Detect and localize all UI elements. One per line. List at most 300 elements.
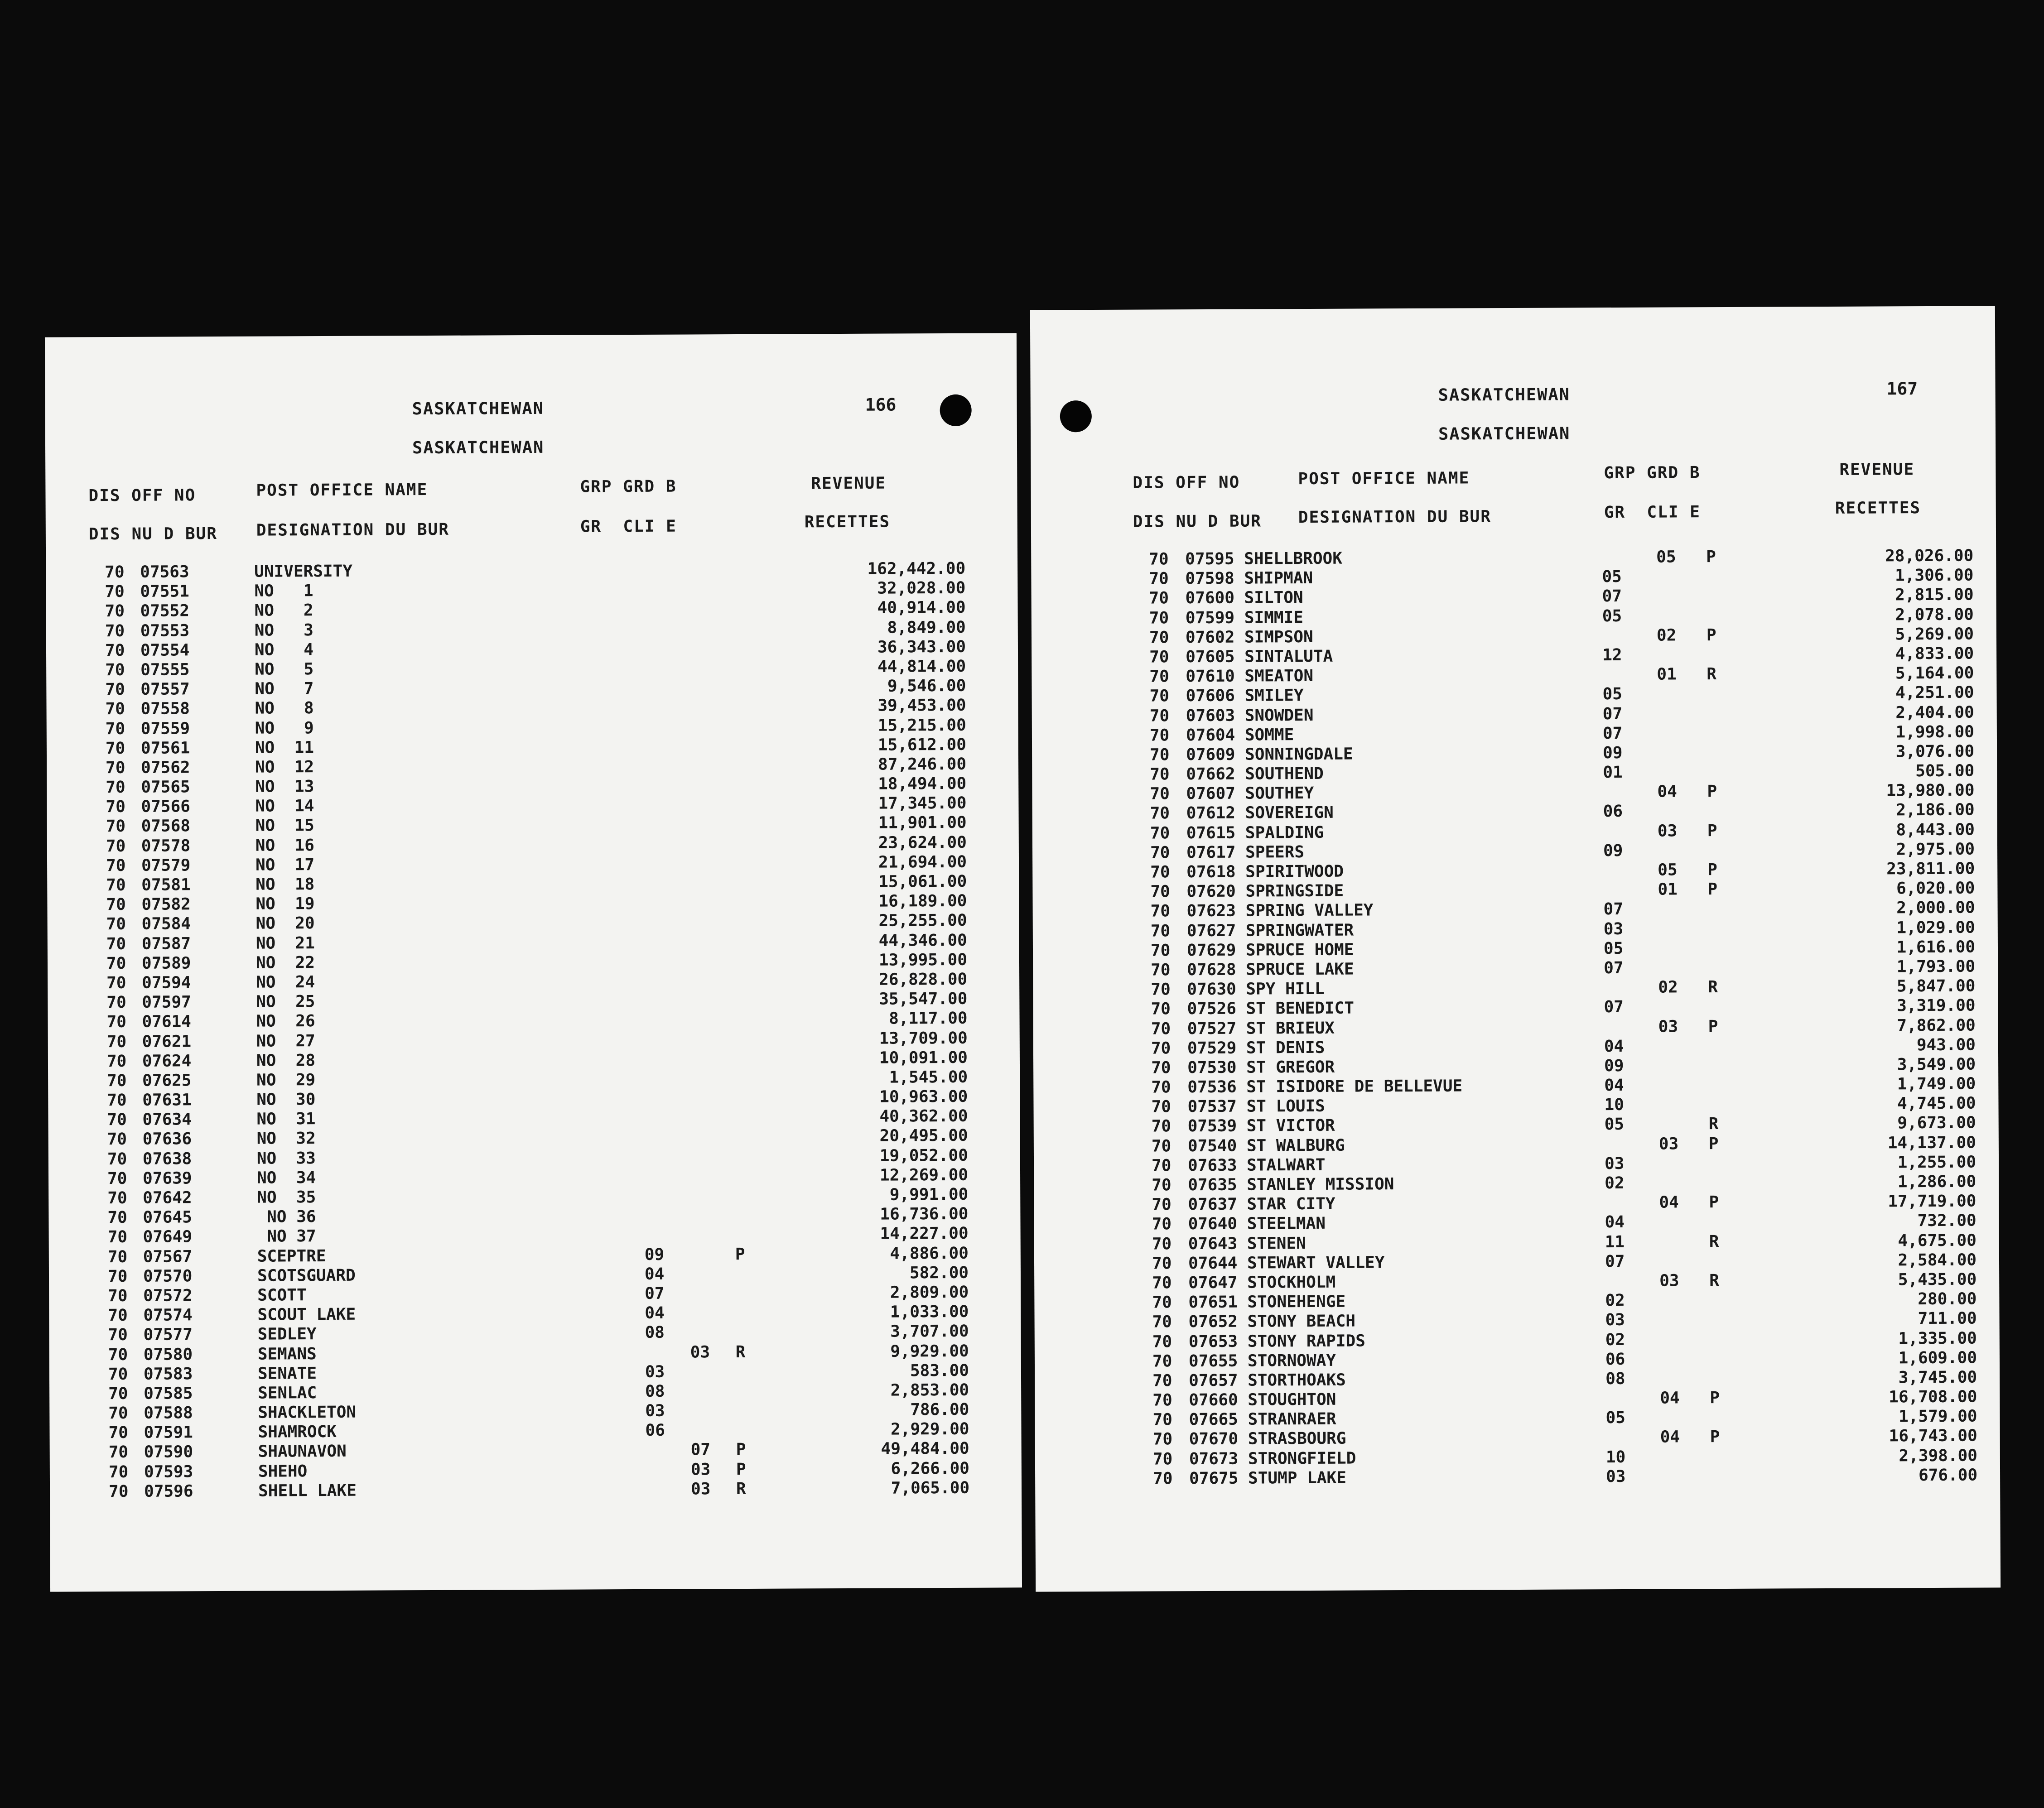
revenue-value: 1,306.00 (1895, 566, 1974, 585)
revenue-value: 18,494.00 (878, 774, 967, 793)
page-number: 166 (865, 394, 897, 415)
revenue-value: 1,793.00 (1896, 957, 1976, 976)
office-number: 07645 (143, 1208, 192, 1227)
post-office-name: STOCKHOLM (1247, 1273, 1336, 1292)
group-code: 09 (644, 1245, 665, 1264)
post-office-name: STAR CITY (1247, 1194, 1335, 1214)
revenue-value: 2,404.00 (1895, 703, 1974, 722)
revenue-value: 8,117.00 (889, 1009, 968, 1028)
district-code: 70 (1150, 921, 1171, 941)
revenue-value: 23,811.00 (1886, 859, 1975, 879)
office-number: 07642 (143, 1188, 192, 1207)
district-code: 70 (1150, 765, 1170, 784)
b-code: P (1707, 861, 1718, 880)
revenue-value: 162,442.00 (867, 559, 966, 578)
post-office-name: NO 34 (256, 1168, 316, 1188)
post-office-name: STORTHOAKS (1248, 1370, 1346, 1390)
revenue-value: 14,137.00 (1887, 1133, 1976, 1153)
revenue-value: 2,853.00 (890, 1380, 969, 1400)
header-gr-cli: GR CLI E (1604, 503, 1701, 522)
district-code: 70 (106, 837, 126, 856)
grade-code: 01 (1657, 665, 1677, 684)
office-number: 07582 (141, 895, 191, 914)
district-code: 70 (1149, 550, 1169, 569)
revenue-value: 44,346.00 (878, 931, 967, 950)
post-office-name: ST GREGOR (1246, 1058, 1335, 1077)
district-code: 70 (107, 1149, 127, 1168)
post-office-name: NO 31 (256, 1110, 316, 1129)
district-code: 70 (105, 719, 125, 738)
post-office-name: SCOTT (257, 1286, 307, 1305)
office-number: 07526 (1187, 1000, 1237, 1019)
post-office-name: SENLAC (258, 1383, 317, 1403)
post-office-name: NO 19 (256, 894, 315, 914)
b-code: P (1707, 821, 1717, 840)
grade-code: 05 (1656, 548, 1676, 567)
district-code: 70 (105, 621, 125, 640)
header-dis-nu: DIS NU D BUR (88, 524, 218, 544)
b-code: P (1707, 782, 1717, 801)
district-code: 70 (105, 660, 125, 680)
group-code: 09 (1604, 1056, 1624, 1076)
revenue-value: 15,061.00 (878, 872, 967, 891)
district-code: 70 (105, 680, 125, 699)
revenue-value: 16,736.00 (880, 1205, 969, 1224)
post-office-name: SEMANS (257, 1344, 317, 1364)
office-number: 07615 (1186, 823, 1236, 842)
table-row (109, 1478, 969, 1501)
revenue-value: 1,033.00 (890, 1302, 969, 1322)
district-code: 70 (1150, 902, 1171, 921)
b-code: P (1709, 1193, 1719, 1212)
district-code: 70 (106, 973, 126, 993)
post-office-name: NO 20 (256, 914, 315, 933)
office-number: 07644 (1188, 1254, 1238, 1273)
post-office-name: SCOUT LAKE (257, 1305, 356, 1324)
district-code: 70 (107, 1071, 127, 1090)
revenue-value: 5,435.00 (1898, 1270, 1977, 1289)
post-office-name: NO 13 (255, 777, 314, 796)
district-code: 70 (1151, 1078, 1171, 1097)
post-office-name: NO 27 (256, 1031, 315, 1051)
office-number: 07607 (1186, 784, 1235, 803)
revenue-value: 1,029.00 (1896, 918, 1975, 937)
revenue-value: 5,269.00 (1895, 625, 1974, 644)
office-number: 07540 (1187, 1136, 1237, 1155)
district-code: 70 (106, 1013, 127, 1032)
revenue-value: 44,814.00 (877, 657, 966, 676)
office-number: 07649 (143, 1227, 193, 1247)
district-code: 70 (105, 700, 125, 719)
post-office-name: STEELMAN (1247, 1214, 1326, 1233)
post-office-name: NO 37 (257, 1227, 316, 1246)
group-code: 08 (645, 1382, 665, 1401)
b-code: P (1707, 880, 1718, 899)
post-office-name: ST BRIEUX (1246, 1019, 1335, 1038)
group-code: 03 (645, 1362, 665, 1381)
b-code: R (1709, 1271, 1719, 1290)
district-code: 70 (1151, 961, 1171, 980)
revenue-value: 505.00 (1915, 761, 1975, 781)
district-code: 70 (1150, 784, 1170, 803)
district-code: 70 (106, 993, 126, 1012)
group-code: 09 (1603, 841, 1623, 860)
district-code: 70 (107, 1188, 127, 1208)
revenue-value: 49,484.00 (881, 1439, 969, 1459)
office-number: 07591 (144, 1423, 193, 1443)
page-number: 167 (1886, 379, 1918, 399)
district-code: 70 (106, 875, 126, 895)
district-code: 70 (106, 934, 126, 953)
district-code: 70 (1152, 1176, 1171, 1195)
district-code: 70 (107, 1169, 127, 1188)
post-office-name: SONNINGDALE (1245, 745, 1353, 764)
group-code: 07 (645, 1284, 665, 1303)
revenue-value: 13,709.00 (879, 1029, 968, 1048)
post-office-name: STORNOWAY (1247, 1351, 1336, 1370)
post-office-name: SHEHO (258, 1462, 308, 1481)
district-code: 70 (1152, 1371, 1172, 1390)
district-code: 70 (107, 1111, 127, 1130)
office-number: 07660 (1189, 1390, 1238, 1410)
group-code: 01 (1603, 763, 1623, 782)
district-code: 70 (106, 1052, 127, 1071)
post-office-name: UNIVERSITY (254, 562, 353, 581)
office-number: 07604 (1186, 726, 1235, 745)
district-code: 70 (1149, 667, 1169, 686)
revenue-value: 1,286.00 (1897, 1172, 1977, 1192)
revenue-value: 32,028.00 (877, 579, 966, 598)
revenue-value: 3,707.00 (890, 1322, 969, 1341)
grade-code: 03 (1658, 1017, 1678, 1036)
header-name: POST OFFICE NAME (256, 481, 428, 500)
office-number: 07565 (141, 778, 190, 797)
post-office-name: SPALDING (1245, 823, 1324, 842)
group-code: 06 (1605, 1350, 1625, 1369)
office-number: 07580 (143, 1345, 193, 1364)
office-number: 07579 (141, 856, 191, 875)
grade-code: 03 (690, 1342, 710, 1361)
revenue-value: 582.00 (909, 1263, 969, 1283)
group-code: 08 (1605, 1369, 1625, 1389)
office-number: 07553 (140, 621, 190, 640)
post-office-name: ST BENEDICT (1246, 999, 1355, 1018)
post-office-name: STENEN (1247, 1234, 1306, 1253)
office-number: 07555 (140, 660, 190, 679)
district-code: 70 (1151, 1136, 1171, 1156)
office-number: 07625 (142, 1071, 192, 1090)
revenue-value: 9,546.00 (887, 676, 966, 696)
revenue-value: 4,745.00 (1897, 1094, 1976, 1113)
post-office-name: NO 25 (256, 992, 315, 1011)
office-number: 07612 (1186, 804, 1236, 823)
revenue-value: 8,443.00 (1896, 820, 1975, 839)
district-code: 70 (1153, 1469, 1173, 1488)
office-number: 07640 (1188, 1215, 1238, 1234)
office-number: 07624 (142, 1051, 192, 1071)
grade-code: 05 (1658, 861, 1678, 880)
revenue-value: 2,584.00 (1898, 1250, 1977, 1270)
district-code: 70 (1152, 1254, 1172, 1273)
office-number: 07557 (140, 680, 190, 699)
office-number: 07568 (141, 817, 191, 836)
group-code: 05 (1602, 685, 1622, 704)
office-number: 07583 (143, 1364, 193, 1384)
district-code: 70 (1150, 823, 1170, 843)
province-subtitle: SASKATCHEWAN (412, 437, 545, 458)
revenue-value: 13,995.00 (878, 950, 968, 970)
post-office-name: NO 4 (254, 640, 314, 659)
district-code: 70 (1149, 608, 1169, 628)
office-number: 07561 (140, 738, 190, 758)
district-code: 70 (1152, 1391, 1172, 1410)
group-code: 05 (1604, 1115, 1625, 1134)
b-code: P (1706, 548, 1716, 567)
header-revenue: REVENUE (1839, 460, 1915, 479)
post-office-name: NO 8 (255, 699, 314, 718)
group-code: 02 (1605, 1330, 1625, 1349)
post-office-name: STRONGFIELD (1248, 1449, 1356, 1468)
office-number: 07627 (1186, 921, 1236, 940)
office-number: 07529 (1187, 1039, 1237, 1058)
b-code: R (1707, 665, 1717, 684)
revenue-value: 2,809.00 (890, 1283, 969, 1302)
revenue-value: 1,998.00 (1895, 722, 1975, 742)
office-number: 07662 (1186, 765, 1235, 784)
district-code: 70 (108, 1482, 129, 1501)
district-code: 70 (106, 895, 126, 914)
post-office-table (1149, 546, 1977, 1489)
district-code: 70 (1152, 1352, 1172, 1371)
revenue-value: 16,743.00 (1889, 1426, 1977, 1446)
office-number: 07596 (144, 1482, 193, 1501)
group-code: 07 (1604, 998, 1624, 1017)
office-number: 07634 (142, 1110, 192, 1130)
revenue-value: 2,929.00 (891, 1420, 969, 1439)
revenue-value: 5,847.00 (1896, 976, 1976, 996)
district-code: 70 (1150, 941, 1171, 960)
revenue-value: 6,266.00 (891, 1459, 969, 1478)
revenue-value: 732.00 (1917, 1211, 1977, 1231)
post-office-name: NO 12 (255, 757, 314, 777)
office-number: 07637 (1188, 1195, 1237, 1214)
post-office-name: STALWART (1246, 1155, 1326, 1175)
district-code: 70 (1151, 1097, 1171, 1116)
grade-code: 04 (1660, 1428, 1680, 1447)
office-number: 07647 (1188, 1273, 1238, 1293)
revenue-value: 6,020.00 (1896, 879, 1975, 898)
revenue-value: 21,694.00 (878, 852, 967, 872)
revenue-value: 12,269.00 (879, 1165, 969, 1185)
office-number: 07623 (1186, 902, 1236, 921)
post-office-name: NO 26 (256, 1012, 315, 1031)
header-revenue: REVENUE (811, 474, 887, 493)
post-office-name: STRASBOURG (1248, 1429, 1346, 1449)
group-code: 05 (1602, 567, 1622, 587)
revenue-value: 11,901.00 (878, 813, 967, 833)
district-code: 70 (107, 1091, 127, 1110)
post-office-name: NO 9 (255, 718, 314, 738)
district-code: 70 (108, 1423, 128, 1443)
office-number: 07636 (142, 1130, 192, 1149)
district-code: 70 (108, 1462, 129, 1481)
district-code: 70 (1150, 882, 1170, 901)
left-page (45, 333, 1022, 1592)
post-office-name: NO 5 (255, 660, 314, 679)
revenue-value: 4,251.00 (1895, 683, 1974, 702)
office-number: 07614 (142, 1012, 192, 1032)
office-number: 07594 (142, 973, 191, 992)
office-number: 07527 (1187, 1019, 1237, 1038)
office-number: 07595 (1185, 549, 1234, 569)
office-number: 07653 (1188, 1332, 1238, 1351)
post-office-name: SINTALUTA (1244, 647, 1333, 666)
district-code: 70 (107, 1267, 128, 1286)
revenue-value: 36,343.00 (877, 637, 966, 657)
office-number: 07652 (1188, 1312, 1238, 1332)
district-code: 70 (107, 1208, 127, 1227)
header-name: POST OFFICE NAME (1298, 469, 1470, 489)
office-number: 07593 (144, 1462, 193, 1481)
post-office-name: STONY RAPIDS (1247, 1331, 1365, 1351)
district-code: 70 (1149, 569, 1169, 588)
district-code: 70 (108, 1365, 128, 1384)
district-code: 70 (1149, 589, 1169, 608)
province-title: SASKATCHEWAN (1438, 385, 1571, 405)
revenue-value: 15,612.00 (877, 735, 966, 755)
office-number: 07603 (1186, 706, 1235, 725)
post-office-name: ST WALBURG (1246, 1136, 1345, 1155)
punch-hole (1060, 400, 1092, 432)
b-code: P (736, 1440, 746, 1459)
group-code: 05 (1602, 606, 1622, 625)
revenue-value: 35,547.00 (879, 989, 968, 1009)
office-number: 07597 (142, 993, 191, 1012)
post-office-name: NO 3 (254, 620, 313, 640)
revenue-value: 3,319.00 (1897, 996, 1976, 1015)
post-office-name: NO 11 (255, 738, 314, 757)
post-office-name: SEDLEY (257, 1325, 317, 1344)
b-code: P (1710, 1428, 1720, 1447)
post-office-name: NO 18 (256, 875, 315, 894)
revenue-value: 3,076.00 (1895, 742, 1975, 761)
post-office-name: STONEHENGE (1247, 1292, 1346, 1312)
header-grp-grd: GRP GRD B (580, 477, 677, 496)
b-code: R (1708, 978, 1718, 997)
post-office-name: NO 24 (256, 973, 315, 992)
revenue-value: 2,975.00 (1896, 840, 1975, 859)
revenue-value: 711.00 (1918, 1309, 1977, 1328)
group-code: 10 (1604, 1096, 1624, 1115)
b-code: P (1708, 1017, 1718, 1036)
district-code: 70 (1149, 726, 1170, 745)
revenue-value: 943.00 (1916, 1035, 1976, 1054)
district-code: 70 (1150, 863, 1170, 882)
group-code: 03 (1605, 1467, 1626, 1486)
revenue-value: 2,815.00 (1895, 585, 1974, 605)
post-office-table (105, 559, 969, 1501)
revenue-value: 1,609.00 (1898, 1348, 1977, 1368)
post-office-name: ST DENIS (1246, 1038, 1325, 1058)
grade-code: 04 (1660, 1389, 1680, 1408)
district-code: 70 (105, 582, 125, 601)
grade-code: 03 (1659, 1271, 1679, 1290)
revenue-value: 16,708.00 (1889, 1387, 1977, 1407)
office-number: 07606 (1186, 687, 1235, 706)
district-code: 70 (106, 856, 126, 875)
office-number: 07618 (1186, 862, 1236, 882)
group-code: 07 (1605, 1252, 1625, 1271)
revenue-value: 2,398.00 (1899, 1446, 1977, 1465)
header-recettes: RECETTES (804, 512, 891, 532)
group-code: 04 (1604, 1076, 1624, 1095)
group-code: 02 (1605, 1291, 1625, 1310)
office-number: 07630 (1187, 980, 1236, 999)
office-number: 07563 (140, 563, 189, 582)
office-number: 07629 (1186, 941, 1236, 960)
office-number: 07605 (1186, 647, 1235, 667)
district-code: 70 (1151, 1039, 1171, 1058)
post-office-name: SOVEREIGN (1245, 803, 1334, 823)
revenue-value: 16,189.00 (878, 892, 967, 911)
post-office-name: SPRUCE HOME (1245, 940, 1354, 960)
office-number: 07600 (1185, 589, 1235, 608)
post-office-name: SNOWDEN (1244, 706, 1314, 725)
office-number: 07589 (141, 954, 191, 973)
revenue-value: 17,719.00 (1888, 1192, 1977, 1211)
post-office-name: SPRING VALLEY (1245, 901, 1374, 920)
district-code: 70 (1152, 1313, 1172, 1332)
post-office-name: SPEERS (1245, 842, 1305, 862)
revenue-value: 28,026.00 (1885, 546, 1974, 566)
district-code: 70 (106, 954, 126, 973)
revenue-value: 5,164.00 (1895, 664, 1974, 683)
post-office-name: STANLEY MISSION (1247, 1175, 1394, 1194)
revenue-value: 1,749.00 (1897, 1074, 1976, 1094)
header-designation: DESIGNATION DU BUR (256, 520, 450, 540)
district-code: 70 (1150, 745, 1170, 765)
office-number: 07675 (1189, 1469, 1239, 1488)
b-code: P (1706, 625, 1716, 644)
revenue-value: 40,914.00 (877, 598, 966, 618)
revenue-value: 26,828.00 (879, 970, 968, 989)
office-number: 07562 (141, 758, 190, 777)
office-number: 07655 (1188, 1351, 1238, 1370)
district-code: 70 (1152, 1332, 1172, 1351)
office-number: 07638 (142, 1149, 192, 1168)
post-office-name: SHAMROCK (258, 1423, 337, 1442)
post-office-name: NO 2 (254, 601, 313, 620)
office-number: 07554 (140, 641, 190, 660)
office-number: 07590 (144, 1443, 193, 1462)
district-code: 70 (107, 1228, 128, 1247)
district-code: 70 (1150, 843, 1170, 862)
office-number: 07620 (1186, 882, 1236, 901)
office-number: 07602 (1185, 628, 1235, 647)
post-office-name: NO 30 (256, 1090, 316, 1109)
office-number: 07572 (143, 1286, 193, 1305)
post-office-name: SILTON (1244, 588, 1303, 607)
revenue-value: 40,362.00 (879, 1107, 968, 1126)
revenue-value: 4,833.00 (1895, 644, 1974, 664)
office-number: 07585 (144, 1384, 193, 1403)
b-code: P (735, 1245, 745, 1264)
office-number: 07584 (141, 914, 191, 934)
revenue-value: 2,186.00 (1896, 801, 1975, 820)
group-code: 03 (645, 1401, 665, 1420)
post-office-name: STOUGHTON (1248, 1390, 1336, 1409)
post-office-name: SPIRITWOOD (1245, 862, 1344, 881)
